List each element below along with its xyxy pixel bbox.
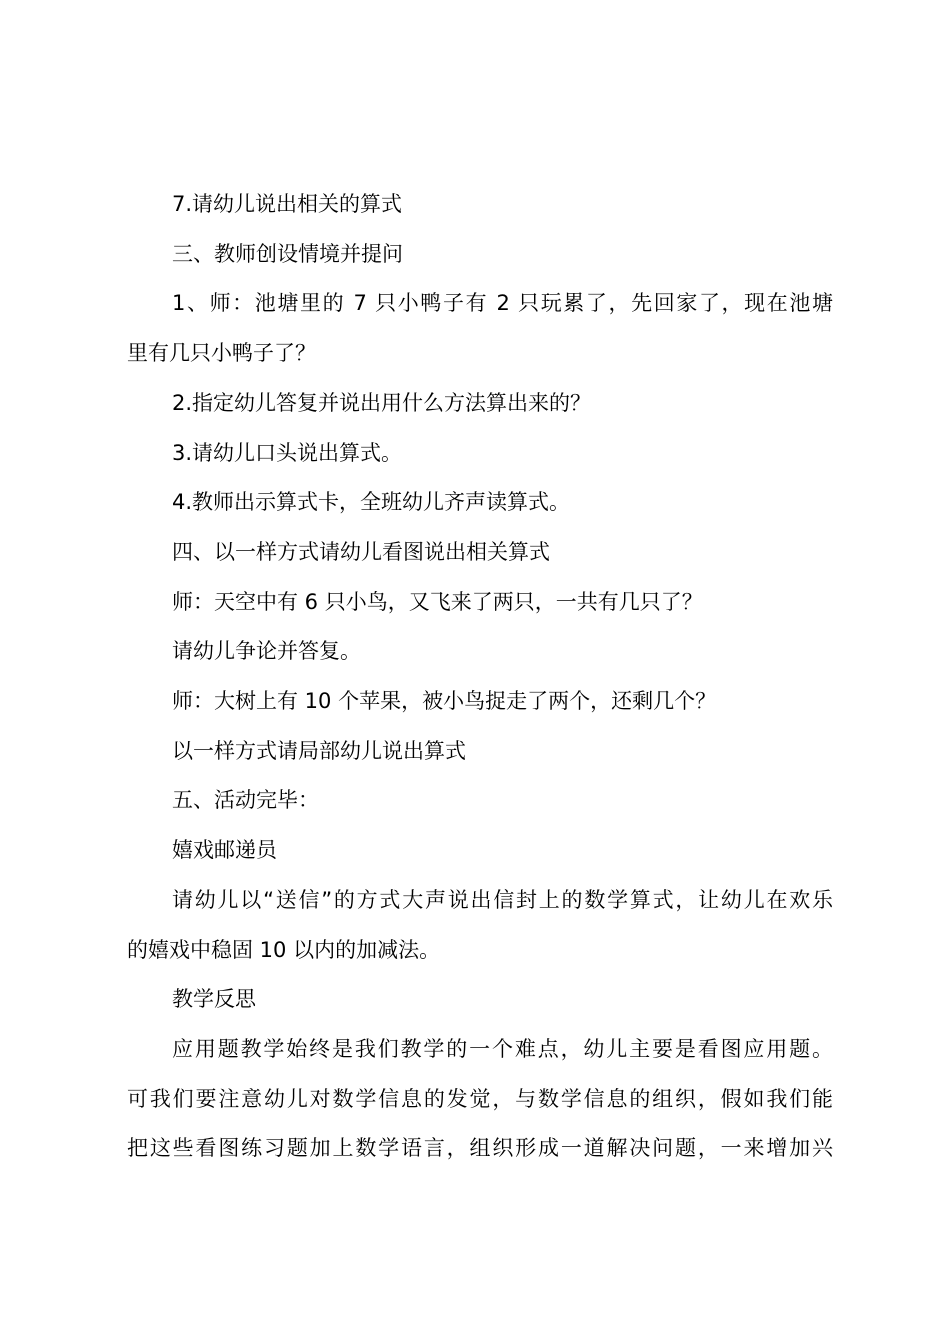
text-line: 师：大树上有 10 个苹果，被小鸟捉走了两个，还剩几个？ [172, 689, 717, 714]
section-heading: 三、教师创设情境并提问 [172, 241, 403, 266]
text-line: 7.请幼儿说出相关的算式 [172, 192, 403, 216]
text-line: 嬉戏邮递员 [172, 838, 277, 863]
text-line: 的嬉戏中稳固 10 以内的加减法。 [127, 937, 441, 962]
text-line: 以一样方式请局部幼儿说出算式 [172, 738, 466, 763]
section-heading: 四、以一样方式请幼儿看图说出相关算式 [172, 539, 550, 564]
section-heading: 教学反思 [172, 987, 256, 1012]
document-page [127, 180, 833, 1174]
text-line: 2.指定幼儿答复并说出用什么方法算出来的？ [172, 390, 592, 415]
text-line: 3.请幼儿口头说出算式。 [172, 440, 403, 465]
section-heading: 五、活动完毕： [172, 788, 319, 813]
text-line: 请幼儿争论并答复。 [172, 639, 361, 664]
text-line: 1、师：池塘里的 7 只小鸭子有 2 只玩累了，先回家了，现在池塘 [172, 291, 833, 316]
text-line: 4.教师出示算式卡，全班幼儿齐声读算式。 [172, 490, 571, 515]
text-line: 师：天空中有 6 只小鸟，又飞来了两只，一共有几只了？ [172, 589, 703, 614]
text-line: 把这些看图练习题加上数学语言，组织形成一道解决问题，一来增加兴 [127, 1136, 833, 1161]
text-line: 可我们要注意幼儿对数学信息的发觉，与数学信息的组织，假如我们能 [127, 1086, 833, 1111]
text-line: 请幼儿以“送信”的方式大声说出信封上的数学算式，让幼儿在欢乐 [172, 887, 833, 912]
text-line: 里有几只小鸭子了？ [127, 341, 316, 366]
text-line: 应用题教学始终是我们教学的一个难点，幼儿主要是看图应用题。 [172, 1036, 833, 1061]
